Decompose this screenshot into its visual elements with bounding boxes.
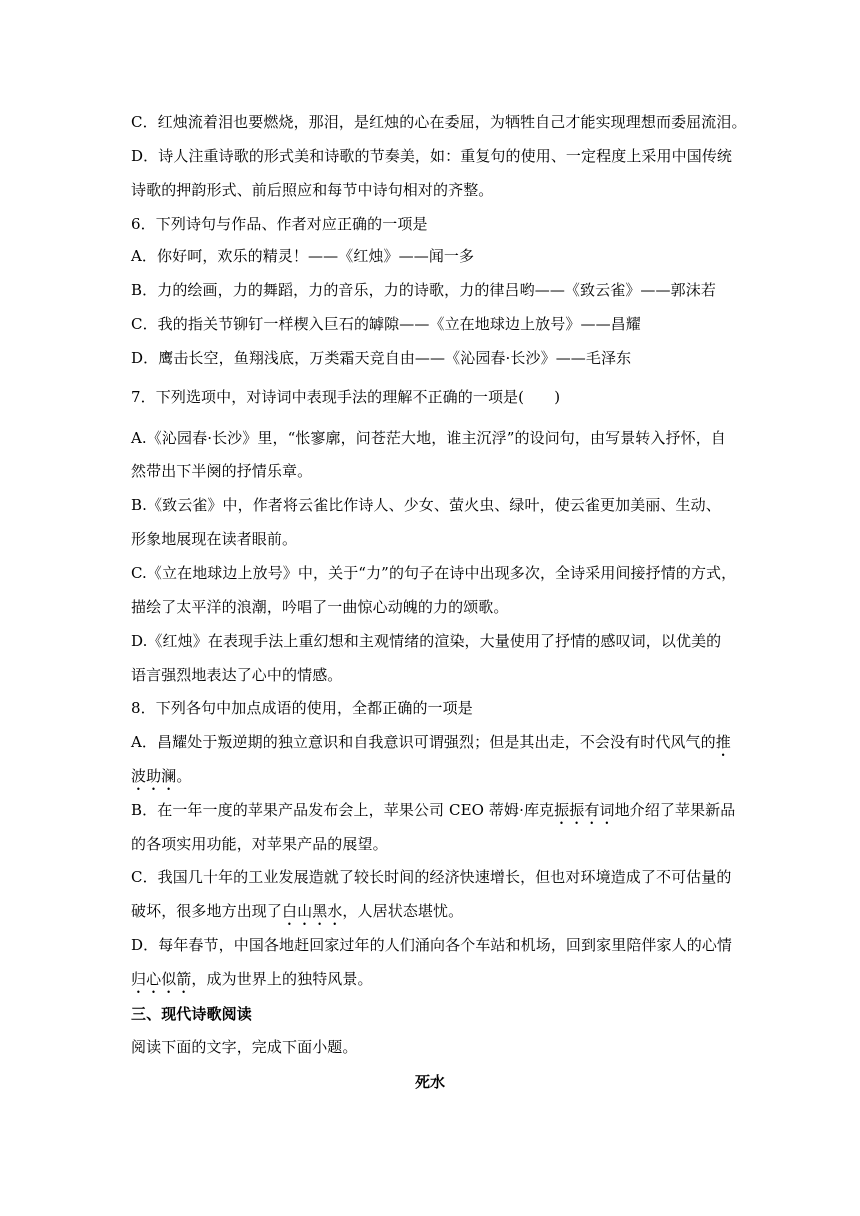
section-heading: 三、现代诗歌阅读 (131, 1005, 252, 1023)
option-8a-line2 (131, 766, 731, 794)
option-6c: C．我的指关节铆钉一样楔入巨石的罅隙——《立在地球边上放号》——昌耀 (131, 315, 641, 333)
option-8c-line1: C．我国几十年的工业发展造就了较长时间的经济快速增长，但也对环境造成了不可估量的 (131, 868, 732, 886)
option-8c-line2 (131, 901, 731, 929)
option-8c-end: ，人居状态堪忧。 (342, 902, 464, 920)
option-7b-line2: 形象地展现在读者眼前。 (131, 530, 298, 548)
option-8d-end: ，成为世界上的独特风景。 (191, 970, 373, 988)
option-7a-line1: A.《沁园春·长沙》里，“怅寥廓，问苍茫大地，谁主沉浮”的设问句，由写景转入抒怀，自 (131, 429, 726, 447)
option-8d-line1: D．每年春节，中国各地赶回家过年的人们涌向各个车站和机场，回到家里陪伴家人的心情 (131, 936, 733, 954)
option-7b-line1: B.《致云雀》中，作者将云雀比作诗人、少女、萤火虫、绿叶，使云雀更加美丽、生动、 (131, 496, 721, 514)
option-8a-end: 。 (176, 767, 192, 785)
option-8a-text: A．昌耀处于叛逆期的独立意识和自我意识可谓强烈；但是其出走，不会没有时代风气的 (131, 733, 716, 751)
option-7d-line2: 语言强烈地表达了心中的情感。 (131, 666, 343, 684)
question-7: 7．下列选项中，对诗词中表现手法的理解不正确的一项是( ) (131, 388, 561, 406)
option-7a-line2: 然带出下半阕的抒情乐章。 (131, 462, 313, 480)
option-5d-line1: D．诗人注重诗歌的形式美和诗歌的节奏美，如：重复句的使用、一定程度上采用中国传统 (131, 147, 733, 165)
reading-instruction: 阅读下面的文字，完成下面小题。 (131, 1038, 358, 1056)
option-6b: B．力的绘画，力的舞蹈，力的音乐，力的诗歌，力的律吕哟——《致云雀》——郭沫若 (131, 281, 716, 299)
option-6d: D．鹰击长空，鱼翔浅底，万类霜天竞自由——《沁园春·长沙》——毛泽东 (131, 349, 632, 367)
option-7d-line1: D.《红烛》在表现手法上重幻想和主观情绪的渲染，大量使用了抒情的感叹词，以优美的 (131, 632, 722, 650)
option-6a: A．你好呵，欢乐的精灵！——《红烛》——闻一多 (131, 247, 475, 265)
option-8b-text: B．在一年一度的苹果产品发布会上，苹果公司 CEO 蒂姆·库克 (131, 801, 555, 819)
question-6: 6．下列诗句与作品、作者对应正确的一项是 (131, 215, 428, 233)
option-7c-line1: C.《立在地球边上放号》中，关于“力”的句子在诗中出现多次，全诗采用间接抒情的方式， (131, 564, 737, 582)
question-8: 8．下列各句中加点成语的使用，全都正确的一项是 (131, 699, 473, 717)
dotted-idiom: 振振有词 (554, 801, 615, 819)
option-7c-line2: 描绘了太平洋的浪潮，吟唱了一曲惊心动魄的力的颂歌。 (131, 598, 509, 616)
option-8b-line1 (131, 800, 736, 828)
poem-title: 死水 (414, 1073, 445, 1091)
option-8b-line2: 的各项实用功能，对苹果产品的展望。 (131, 835, 388, 853)
option-5d-line2: 诗歌的押韵形式、前后照应和每节中诗句相对的齐整。 (131, 181, 494, 199)
dotted-idiom-part: 推 (715, 733, 731, 751)
option-8a-line1 (131, 732, 731, 760)
option-8d-line2 (131, 969, 731, 997)
option-8b-text-end: 地介绍了苹果新品 (614, 801, 736, 819)
dotted-idiom: 波助澜 (131, 767, 177, 785)
option-8c-text: 破坏，很多地方出现了 (131, 902, 283, 920)
dotted-idiom: 白山黑水 (282, 902, 343, 920)
option-5c: C．红烛流着泪也要燃烧，那泪，是红烛的心在委屈，为牺牲自己才能实现理想而委屈流泪。 (131, 113, 747, 131)
dotted-idiom: 归心似箭 (131, 970, 192, 988)
